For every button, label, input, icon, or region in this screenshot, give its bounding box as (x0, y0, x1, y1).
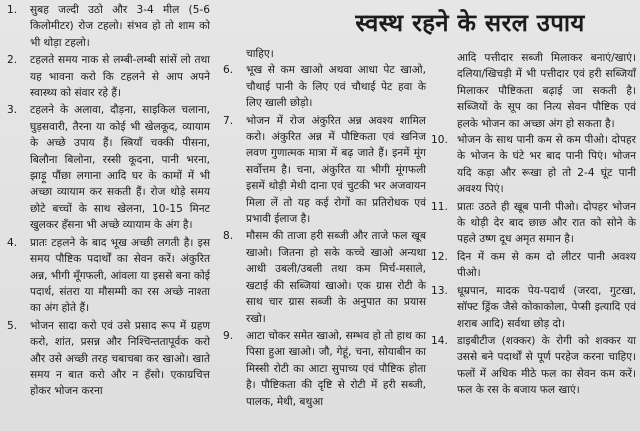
list-item (4, 102, 210, 233)
item-text: डाइबीटीज (शक्कर) के रोगी को शक्कर या उससे बने पदार्थों से पूर्ण परहेज करना चाहिए। फलों में अधिक मीठे फल का सेवन कम करें। फल के रस के बजाय फल खाएं। (457, 334, 636, 397)
item-number: 14. (431, 334, 448, 347)
list-item (4, 2, 210, 51)
item-number: 5. (7, 319, 18, 332)
item-number: 11. (431, 200, 448, 213)
list-item (428, 249, 636, 282)
item-number: 1. (7, 4, 18, 16)
item-number: 12. (431, 250, 448, 263)
column-2 (220, 46, 426, 411)
list-item (220, 113, 426, 228)
list-item (220, 228, 426, 326)
item-text: प्रातः टहलने के बाद भूख अच्छी लगती है। इस समय पौष्टिक पदार्थों का सेवन करें। अंकुरित अन्न, भीगी मूँगफली, आंवला या इससे बना कोई पदार्थ, संतरा या मौसम्मी का रस अच्छे नाश्ता का अंग होते हैं। (30, 236, 210, 315)
list-item (4, 52, 210, 101)
item-text: सुबह जल्दी उठो और 3-4 मील (5-6 किलोमीटर) रोज टहलो। संभव हो तो शाम को भी थोड़ा टहलो। (30, 4, 210, 49)
list-item (428, 333, 636, 399)
column-1 (4, 2, 210, 401)
item-number: 2. (7, 54, 18, 67)
item-text: प्रातः उठते ही खूब पानी पीओ। दोपहर भोजन के थोड़ी देर बाद छाछ और रात को सोने के पहले उष्ण दूध अमृत समान है। (457, 200, 636, 246)
item-text: दिन में कम से कम दो लीटर पानी अवश्य पीओ। (457, 250, 636, 280)
item-text: मौसम की ताजा हरी सब्जी और ताजे फल खूब खाओ। जितना हो सके कच्चे खाओ अन्यथा आधी उबली/उबली तथा कम मिर्च-मसाले, खटाई की सब्जियां खाओ। एक ग्रास रोटी के साथ चार ग्रास सब्जी के अनुपात का प्रयास रखो। (246, 230, 426, 325)
item-text: आटा चोकर समेत खाओ, सम्भव हो तो हाथ का पिसा हुआ खाओ। जौ, गेहूं, चना, सोयाबीन का मिस्सी रोटी का आटा सुपाच्य एवं पौष्टिक होता है। पौष्टिकता की दृष्टि से रोटी में हरी सब्जी, पालक, मेथी, बथुआ (246, 329, 426, 408)
item-text: भूख से कम खाओ अथवा आधा पेट खाओ, चौथाई पानी के लिए एवं चौथाई पेट हवा के लिए खाली छोड़ो। (246, 64, 426, 110)
item-number: 3. (7, 104, 18, 117)
list-item (220, 62, 426, 111)
column-3 (428, 50, 636, 400)
list-item (4, 318, 210, 400)
item-text: धूम्रपान, मादक पेय-पदार्थ (जरदा, गुटखा, सॉफ्ट ड्रिंक जैसे कोकाकोला, पेप्सी इत्यादि एवं शराब आदि) सर्वथा छोड़ दो। (457, 284, 636, 330)
continued-text: आदि पत्तीदार सब्जी मिलाकर बनाएं/खाएं। दलिया/खिचड़ी में भी पत्तीदार एवं हरी सब्जियाँ मिलाकर पौष्टिकता बढ़ाई जा सकती है। सब्जियों के सूप का नित्य सेवन पौष्टिक एवं हलके भोजन का अच्छा अंग हो सकता है। (457, 52, 636, 130)
item-number: 6. (223, 64, 234, 77)
list-item (428, 283, 636, 332)
list-item (4, 235, 210, 317)
item-number: 8. (223, 230, 234, 243)
item-text: भोजन के साथ पानी कम से कम पीओ। दोपहर के भोजन के घंटे भर बाद पानी पिएं। भोजन यदि कड़ा और रूखा हो तो 2-4 घूंट पानी अवश्य पिएं। (457, 134, 636, 196)
item-number: 10. (431, 134, 448, 147)
item-text: भोजन सादा करो एवं उसे प्रसाद रूप में ग्रहण करो, शांत, प्रसन्न और निश्चिन्ततापूर्वक करो और उसे अच्छी तरह चबाचबा कर खाओ। खाते समय न बात करो और न हँसो। एकाग्रचित्त होकर भोजन करना (30, 319, 210, 398)
list-item (428, 132, 636, 198)
page-title: स्वस्थ रहने के सरल उपाय (355, 9, 585, 37)
item-text: टहलते समय नाक से लम्बी-लम्बी सांसें लो तथा यह भावना करो कि टहलने से आप अपने स्वास्थ्य को संवार रहे हैं। (30, 54, 210, 100)
continued-text: चाहिए। (246, 48, 274, 60)
item-number: 4. (7, 236, 18, 249)
item-number: 9. (223, 329, 234, 342)
item-text: टहलने के अलावा, दौड़ना, साइकिल चलाना, घुड़सवारी, तैरना या कोई भी खेलकूद, व्यायाम के अच्छे उपाय हैं। स्त्रियाँ चक्की पीसना, बिलौना बिलोना, रस्सी कूदना, पानी भरना, झाड़ू पौंछा लगाना आदि घर के कामों में भी अच्छा व्यायाम कर सकती हैं। रोज थोड़े समय छोटे बच्चों के साथ खेलना, 10-15 मिनट खुलकर हँसना भी अच्छे व्यायाम के अंग है। (30, 104, 210, 232)
item-text: भोजन में रोज अंकुरित अन्न अवश्य शामिल करो। अंकुरित अन्न में पौष्टिकता एवं खनिज लवण गुणात्मक मात्रा में बढ़ जाते हैं। इनमें मूंग सर्वोत्तम है। चना, अंकुरित या भीगी मूंगफली इसमें थोड़ी मेथी दाना एवं चुटकी भर अजवायन मिला लें तो यह कई रोगों का प्रतिरोधक एवं प्रभावी ईलाज है। (246, 114, 426, 226)
item-number: 7. (223, 114, 234, 127)
list-item (220, 328, 426, 410)
list-item (428, 199, 636, 248)
item-number: 13. (431, 284, 448, 297)
